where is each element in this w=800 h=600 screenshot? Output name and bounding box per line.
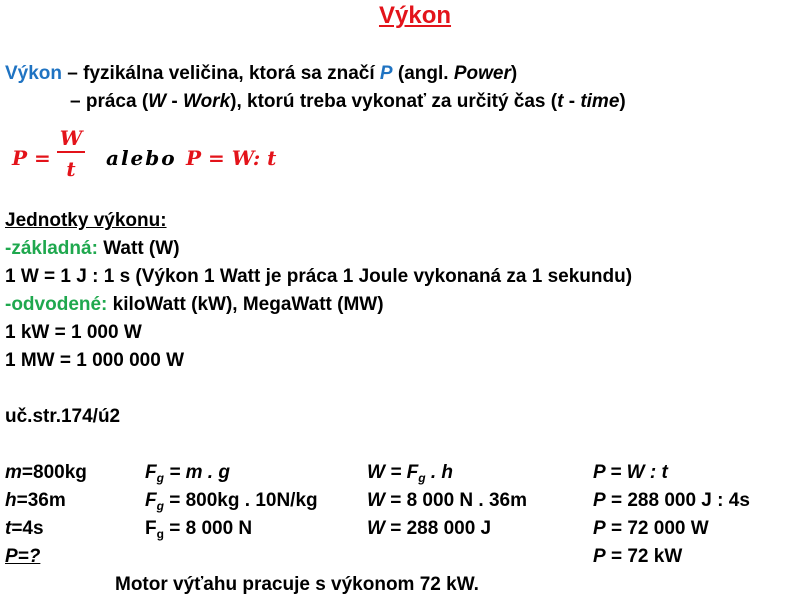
formula-alt: P = W: t	[186, 146, 277, 170]
given-time: t=4s	[5, 518, 44, 539]
power-substitution: P = 288 000 J : 4s	[593, 490, 750, 511]
given-height: h=36m	[5, 490, 66, 511]
formula-lhs: P =	[12, 146, 51, 170]
formula-fraction	[57, 126, 85, 179]
definition-line-1: Výkon – fyzikálna veličina, ktorá sa značí P (angl. Power)	[5, 63, 518, 84]
definition-term: Výkon	[5, 63, 63, 84]
fraction-bar	[57, 151, 85, 153]
units-derived: -odvodené: kiloWatt (kW), MegaWatt (MW)	[5, 294, 384, 315]
work-result: W = 288 000 J	[367, 518, 492, 539]
gravity-result: $F_g = 8$ 000 N	[145, 518, 253, 541]
units-watt-definition: 1 W = 1 J : 1 s (Výkon 1 Watt je práca 1 Joule vykonaná za 1 sekundu)	[5, 266, 633, 287]
conclusion: Motor výťahu pracuje s výkonom 72 kW.	[115, 574, 479, 595]
gravity-formula: $F_g = m$ . g	[145, 462, 230, 485]
units-mw: 1 MW = 1 000 000 W	[5, 350, 184, 371]
units-basic: -základná: Watt (W)	[5, 238, 180, 259]
formula-denominator: t	[66, 157, 76, 181]
page-title: Výkon	[378, 2, 452, 29]
given-mass: m=800kg	[5, 462, 87, 483]
power-result-kw: P = 72 kW	[593, 546, 683, 567]
power-symbol: P	[379, 63, 393, 84]
textbook-reference: uč.str.174/ú2	[5, 406, 121, 427]
units-heading: Jednotky výkonu:	[5, 210, 167, 231]
formula-numerator: W	[59, 126, 83, 150]
gravity-substitution: $F_g = 800kg$ . 10N/kg	[145, 490, 318, 513]
unknown-power: P=?	[5, 546, 41, 567]
power-result-watts: P = 72 000 W	[593, 518, 709, 539]
definition-line-2: – práca (W - Work), ktorú treba vykonať za určitý čas (t - time)	[70, 91, 626, 112]
power-formula: P = W : t	[593, 462, 668, 483]
work-substitution: W = 8 000 N . 36m	[367, 490, 528, 511]
work-formula: $W = F_g$ . h	[367, 462, 453, 485]
units-kw: 1 kW = 1 000 W	[5, 322, 142, 343]
formula-alebo: alebo	[106, 146, 177, 170]
